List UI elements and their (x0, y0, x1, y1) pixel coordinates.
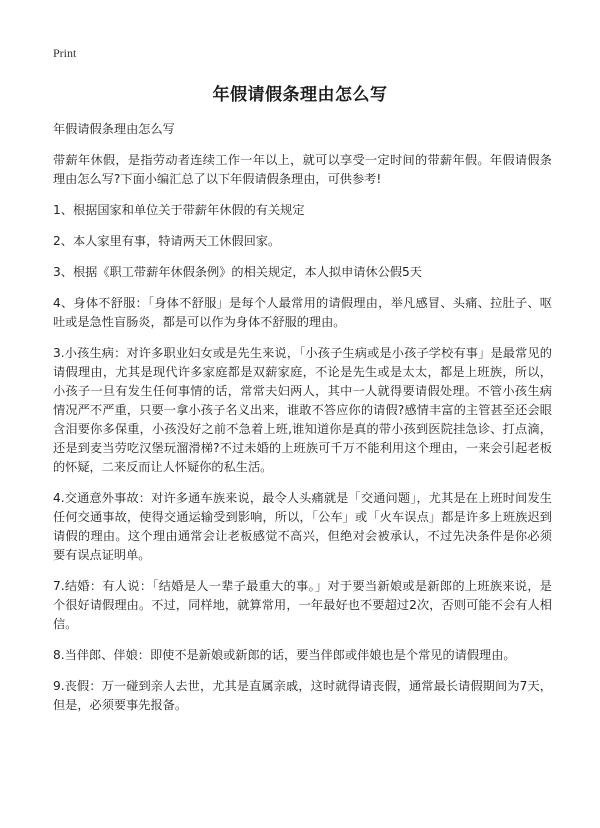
reason-paragraph: 4、身体不舒服：「身体不舒服」是每个人最常用的请假理由，举凡感冒、头痛、拉肚子、呕吐或是急性盲肠炎，都是可以作为身体不舒服的理由。 (53, 296, 552, 329)
article-body (53, 120, 552, 727)
reason-paragraph: 1、根据国家和单位关于带薪年休假的有关规定 (53, 203, 305, 217)
article-subtitle: 年假请假条理由怎么写 (53, 122, 175, 136)
reason-paragraph: 2、本人家里有事，特请两天工休假回家。 (53, 234, 281, 248)
reason-paragraph: 3.小孩生病：对许多职业妇女或是先生来说，「小孩子生病或是小孩子学校有事」是最常见的请假理由，尤其是现代许多家庭都是双薪家庭，不论是先生或是太太，都是上班族，所以，小孩子一旦有发生任何事情的话，常常夫妇两人，其中一人就得要请假处理。不管小孩生病情况严不严重，只要一拿小孩子名义出来，谁敢不答应你的请假?感情丰富的主管甚至还会眼含泪要你多保重，小孩没好之前不急着上班,谁知道你是真的带小孩到医院挂急诊、打点滴，还是到麦当劳吃汉堡玩溜滑梯?不过未婚的上班族可千万不能利用这个理由，一来会引起老板的怀疑，二来反而让人怀疑你的私生活。 (53, 346, 552, 474)
reason-paragraph: 8.当伴郎、伴娘：即使不是新娘或新郎的话，要当伴郎或伴娘也是个常见的请假理由。 (53, 648, 516, 662)
reason-paragraph: 4.交通意外事故：对许多通车族来说，最令人头痛就是「交通问题」，尤其是在上班时间发生任何交通事故，使得交通运输受到影响，所以，「公车」或「火车误点」都是许多上班族迟到请假的理由。这个理由通常会让老板感觉不高兴，但绝对会被承认，不过先决条件是你必须要有误点证明单。 (53, 491, 552, 562)
reason-paragraph: 3、根据《职工带薪年休假条例》的相关规定，本人拟申请休公假5天 (53, 265, 422, 279)
page-title: 年假请假条理由怎么写 (212, 85, 388, 105)
print-link[interactable]: Print (53, 46, 77, 60)
intro-paragraph: 带薪年休假，是指劳动者连续工作一年以上，就可以享受一定时间的带薪年假。年假请假条理由怎么写?下面小编汇总了以下年假请假条理由，可供参考! (53, 153, 552, 186)
reason-paragraph: 9.丧假：万一碰到亲人去世，尤其是直属亲戚，这时就得请丧假，通常最长请假期间为7天，但是，必须要事先报备。 (53, 679, 552, 712)
reason-paragraph: 7.结婚：有人说：「结婚是人一辈子最重大的事。」对于要当新娘或是新郎的上班族来说，是个很好请假理由。不过，同样地，就算常用，一年最好也不要超过2次，否则可能不会有人相信。 (53, 579, 552, 631)
